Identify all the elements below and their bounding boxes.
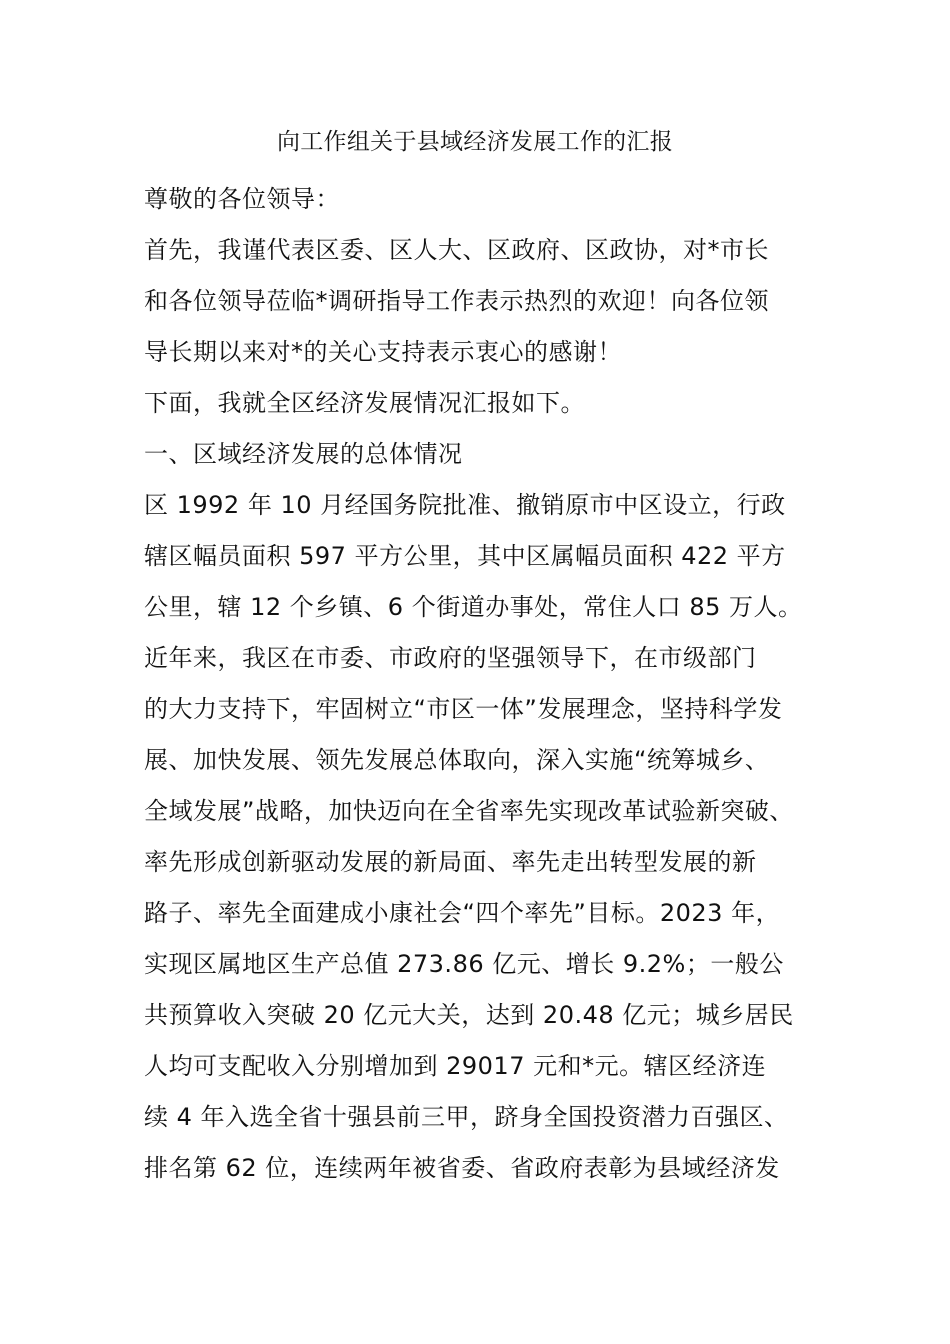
paragraph-line: 首先，我谨代表区委、区人大、区政府、区政协，对*市长 (144, 236, 769, 264)
paragraph-line: 率先形成创新驱动发展的新局面、率先走出转型发展的新 (144, 848, 757, 876)
section-heading: 一、区域经济发展的总体情况 (144, 440, 463, 468)
paragraph-line: 公里，辖 12 个乡镇、6 个街道办事处，常住人口 85 万人。 (144, 593, 803, 621)
paragraph-line: 近年来，我区在市委、市政府的坚强领导下，在市级部门 (144, 644, 757, 672)
paragraph-line: 路子、率先全面建成小康社会“四个率先”目标。2023 年， (144, 899, 781, 927)
paragraph-line: 的大力支持下，牢固树立“市区一体”发展理念，坚持科学发 (144, 695, 783, 723)
document-body (144, 174, 830, 1194)
paragraph-line: 导长期以来对*的关心支持表示衷心的感谢！ (144, 338, 622, 366)
paragraph-line: 实现区属地区生产总值 273.86 亿元、增长 9.2%；一般公 (144, 950, 784, 978)
paragraph-line: 下面，我就全区经济发展情况汇报如下。 (144, 389, 585, 417)
paragraph-line: 人均可支配收入分别增加到 29017 元和*元。辖区经济连 (144, 1052, 767, 1080)
paragraph-line: 全域发展”战略，加快迈向在全省率先实现改革试验新突破、 (144, 797, 794, 825)
paragraph-line: 区 1992 年 10 月经国务院批准、撤销原市中区设立，行政 (144, 491, 786, 519)
paragraph-line: 续 4 年入选全省十强县前三甲，跻身全国投资潜力百强区、 (144, 1103, 789, 1131)
paragraph-line: 和各位领导莅临*调研指导工作表示热烈的欢迎！向各位领 (144, 287, 769, 315)
paragraph-line: 辖区幅员面积 597 平方公里，其中区属幅员面积 422 平方 (144, 542, 786, 570)
salutation-line: 尊敬的各位领导： (144, 185, 340, 213)
paragraph-line: 共预算收入突破 20 亿元大关，达到 20.48 亿元；城乡居民 (144, 1001, 794, 1029)
paragraph-line: 排名第 62 位，连续两年被省委、省政府表彰为县域经济发 (144, 1154, 780, 1182)
document-title: 向工作组关于县域经济发展工作的汇报 (276, 129, 674, 155)
paragraph-line: 展、加快发展、领先发展总体取向，深入实施“统筹城乡、 (144, 746, 770, 774)
